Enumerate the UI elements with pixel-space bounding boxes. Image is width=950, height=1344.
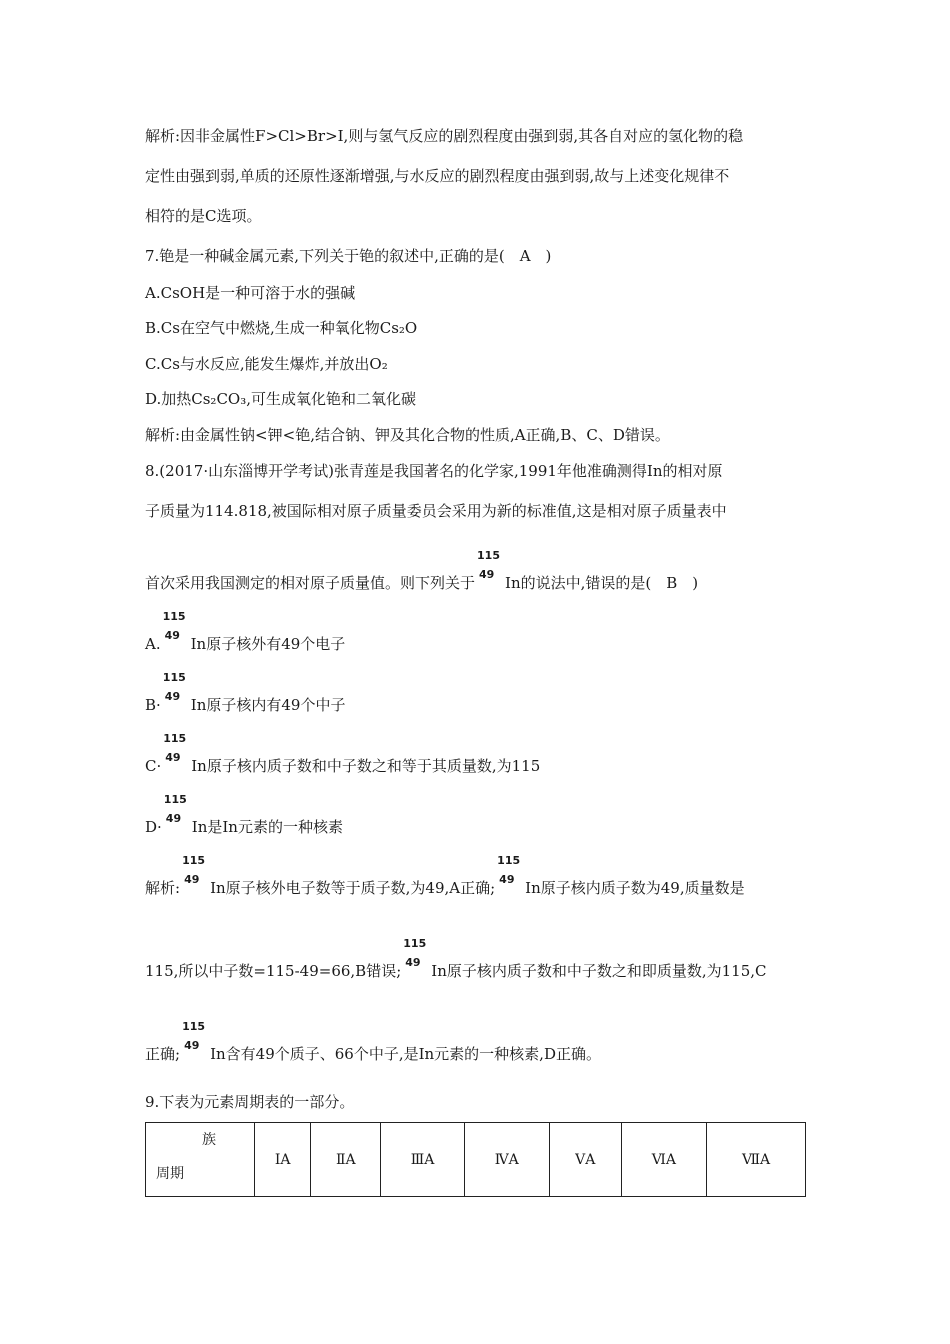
- option-b-text: In原子核内有49个中子: [190, 696, 346, 714]
- mass-number: 115: [162, 671, 186, 684]
- analysis-q6-line-1: 解析:因非金属性F>Cl>Br>I,则与氢气反应的剧烈程度由强到弱,其各自对应的氢化物的稳: [145, 127, 744, 145]
- analysis-text: In原子核内质子数为49,质量数是: [525, 879, 745, 897]
- mass-number: 115: [497, 854, 521, 867]
- question-9-stem: 9.下表为元素周期表的一部分。: [145, 1093, 355, 1111]
- mass-number: 115: [182, 854, 206, 867]
- option-a-text: In原子核外有49个电子: [190, 635, 346, 653]
- period-header-label: 周期: [156, 1166, 184, 1182]
- analysis-text: 正确;: [145, 1045, 181, 1063]
- analysis-q6-line-2: 定性由强到弱,单质的还原性逐渐增强,与水反应的剧烈程度由强到弱,故与上述变化规律不: [145, 167, 730, 185]
- stem-line-3-suffix: In的说法中,错误的是( B ): [505, 574, 699, 592]
- group-header-label: 族: [202, 1132, 216, 1148]
- group-header-cell: ⅦA: [707, 1123, 806, 1197]
- atomic-number: 49: [479, 568, 495, 581]
- option-c-label: C·: [145, 757, 162, 775]
- group-header-cell: ⅠA: [255, 1123, 311, 1197]
- question-8-analysis-line-1: [145, 854, 745, 898]
- nuclide-symbol: [161, 610, 191, 649]
- nuclide-symbol: [180, 1020, 210, 1059]
- stem-line-3-prefix: 首次采用我国测定的相对原子质量值。则下列关于: [145, 574, 476, 592]
- analysis-text: In原子核外电子数等于质子数,为49,A正确;: [210, 879, 496, 897]
- analysis-label: 解析:: [145, 879, 181, 897]
- option-d-text: In是In元素的一种核素: [191, 818, 343, 836]
- nuclide-symbol: [401, 937, 431, 976]
- atomic-number: 49: [165, 812, 182, 825]
- question-8-option-c: [145, 732, 541, 776]
- question-8-stem-line-1: 8.(2017·山东淄博开学考试)张青莲是我国著名的化学家,1991年他准确测得In的相对原: [145, 462, 723, 480]
- question-8-stem-line-3: [145, 549, 699, 593]
- question-8-option-b: [145, 671, 346, 715]
- question-7-stem: 7.铯是一种碱金属元素,下列关于铯的叙述中,正确的是( A ): [145, 247, 552, 265]
- option-d-label: D·: [145, 818, 162, 836]
- analysis-text: 115,所以中子数=115-49=66,B错误;: [145, 962, 402, 980]
- mass-number: 115: [403, 937, 427, 950]
- nuclide-symbol: [161, 671, 191, 710]
- mass-number: 115: [163, 793, 187, 806]
- analysis-text: In含有49个质子、66个中子,是In元素的一种核素,D正确。: [210, 1045, 601, 1063]
- atomic-number: 49: [499, 873, 515, 886]
- question-7-analysis: 解析:由金属性钠<钾<铯,结合钠、钾及其化合物的性质,A正确,B、C、D错误。: [145, 426, 670, 444]
- question-8-analysis-line-3: [145, 1020, 601, 1064]
- option-c-text: In原子核内质子数和中子数之和等于其质量数,为115: [191, 757, 541, 775]
- atomic-number: 49: [165, 751, 181, 764]
- question-8-option-d: [145, 793, 343, 837]
- atomic-number: 49: [164, 690, 181, 703]
- atomic-number: 49: [164, 629, 180, 642]
- mass-number: 115: [162, 610, 186, 623]
- nuclide-symbol: [475, 549, 505, 588]
- question-8-option-a: [145, 610, 346, 654]
- analysis-text: In原子核内质子数和中子数之和即质量数,为115,C: [431, 962, 767, 980]
- question-7-option-d: D.加热Cs₂CO₃,可生成氧化铯和二氧化碳: [145, 390, 417, 408]
- mass-number: 115: [182, 1020, 206, 1033]
- group-header-cell: ⅣA: [464, 1123, 549, 1197]
- mass-number: 115: [477, 549, 500, 562]
- nuclide-symbol: [495, 854, 525, 893]
- question-7-option-c: C.Cs与水反应,能发生爆炸,并放出O₂: [145, 355, 388, 373]
- group-header-cell: ⅤA: [549, 1123, 621, 1197]
- option-a-label: A.: [145, 635, 161, 653]
- option-b-label: B·: [145, 696, 161, 714]
- group-header-cell: ⅥA: [621, 1123, 706, 1197]
- atomic-number: 49: [184, 873, 200, 886]
- atomic-number: 49: [184, 1039, 200, 1052]
- question-7-option-a: A.CsOH是一种可溶于水的强碱: [145, 284, 356, 302]
- analysis-q6-line-3: 相符的是C选项。: [145, 207, 262, 225]
- atomic-number: 49: [405, 956, 421, 969]
- nuclide-symbol: [161, 732, 191, 771]
- group-header-cell: ⅡA: [311, 1123, 381, 1197]
- nuclide-symbol: [180, 854, 210, 893]
- group-header-cell: ⅢA: [381, 1123, 464, 1197]
- table-corner-cell: [146, 1123, 255, 1197]
- question-8-stem-line-2: 子质量为114.818,被国际相对原子质量委员会采用为新的标准值,这是相对原子质量表中: [145, 502, 727, 520]
- nuclide-symbol: [162, 793, 192, 832]
- table-header-row: [146, 1123, 806, 1197]
- question-8-analysis-line-2: [145, 937, 767, 981]
- question-7-option-b: B.Cs在空气中燃烧,生成一种氧化物Cs₂O: [145, 319, 418, 337]
- mass-number: 115: [163, 732, 187, 745]
- periodic-table-fragment: [145, 1122, 806, 1197]
